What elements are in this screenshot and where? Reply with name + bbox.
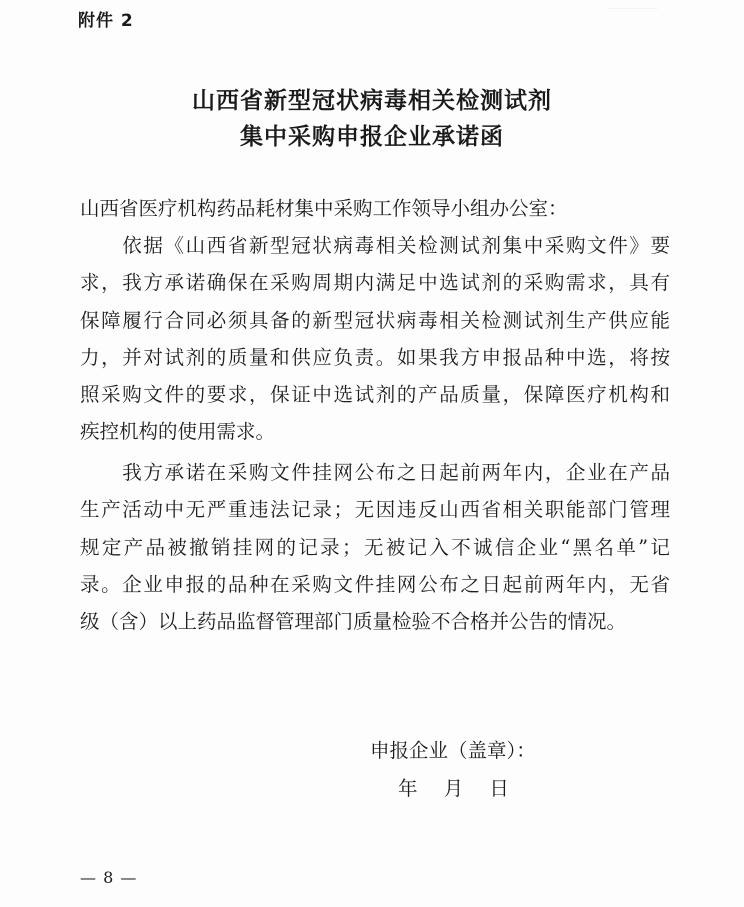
paragraph-1-line: 依据《山西省新型冠状病毒相关检测试剂集中采购文件》要 — [80, 234, 670, 257]
paragraph-2-line: 录。企业申报的品种在采购文件挂网公布之日起前两年内，无省 — [80, 572, 670, 596]
page-number: — 8 — — [80, 868, 138, 887]
addressee: 山西省医疗机构药品耗材集中采购工作领导小组办公室： — [80, 197, 568, 220]
paragraph-1-line: 照采购文件的要求，保证中选试剂的产品质量，保障医疗机构和 — [80, 383, 670, 407]
paragraph-2 — [80, 454, 670, 640]
paragraph-1-line: 力，并对试剂的质量和供应负责。如果我方申报品种中选，将按 — [80, 345, 670, 369]
bleed-through-mark — [608, 8, 658, 21]
paragraph-1-line: 求，我方承诺确保在采购周期内满足中选试剂的采购需求，具有 — [80, 271, 670, 295]
signature-date: 年 月 日 — [398, 777, 519, 800]
paragraph-2-line: 级（含）以上药品监督管理部门质量检验不合格并公告的情况。 — [80, 610, 627, 634]
paragraph-2-line: 规定产品被撤销挂网的记录；无被记入不诚信企业“黑名单”记 — [80, 535, 670, 559]
attachment-label: 附件 2 — [78, 11, 134, 31]
paragraph-2-line: 我方承诺在采购文件挂网公布之日起前两年内，企业在产品 — [80, 461, 670, 484]
document-title-line-1: 山西省新型冠状病毒相关检测试剂 — [192, 87, 552, 114]
signature-company: 申报企业（盖章）： — [370, 739, 536, 762]
document-title-line-2: 集中采购申报企业承诺函 — [240, 123, 504, 150]
paragraph-2-line: 生产活动中无严重违法记录；无因违反山西省相关职能部门管理 — [80, 498, 670, 522]
paragraph-1 — [80, 227, 670, 451]
paragraph-1-line: 保障履行合同必须具备的新型冠状病毒相关检测试剂生产供应能 — [80, 308, 670, 332]
paragraph-1-line: 疾控机构的使用需求。 — [80, 420, 276, 444]
